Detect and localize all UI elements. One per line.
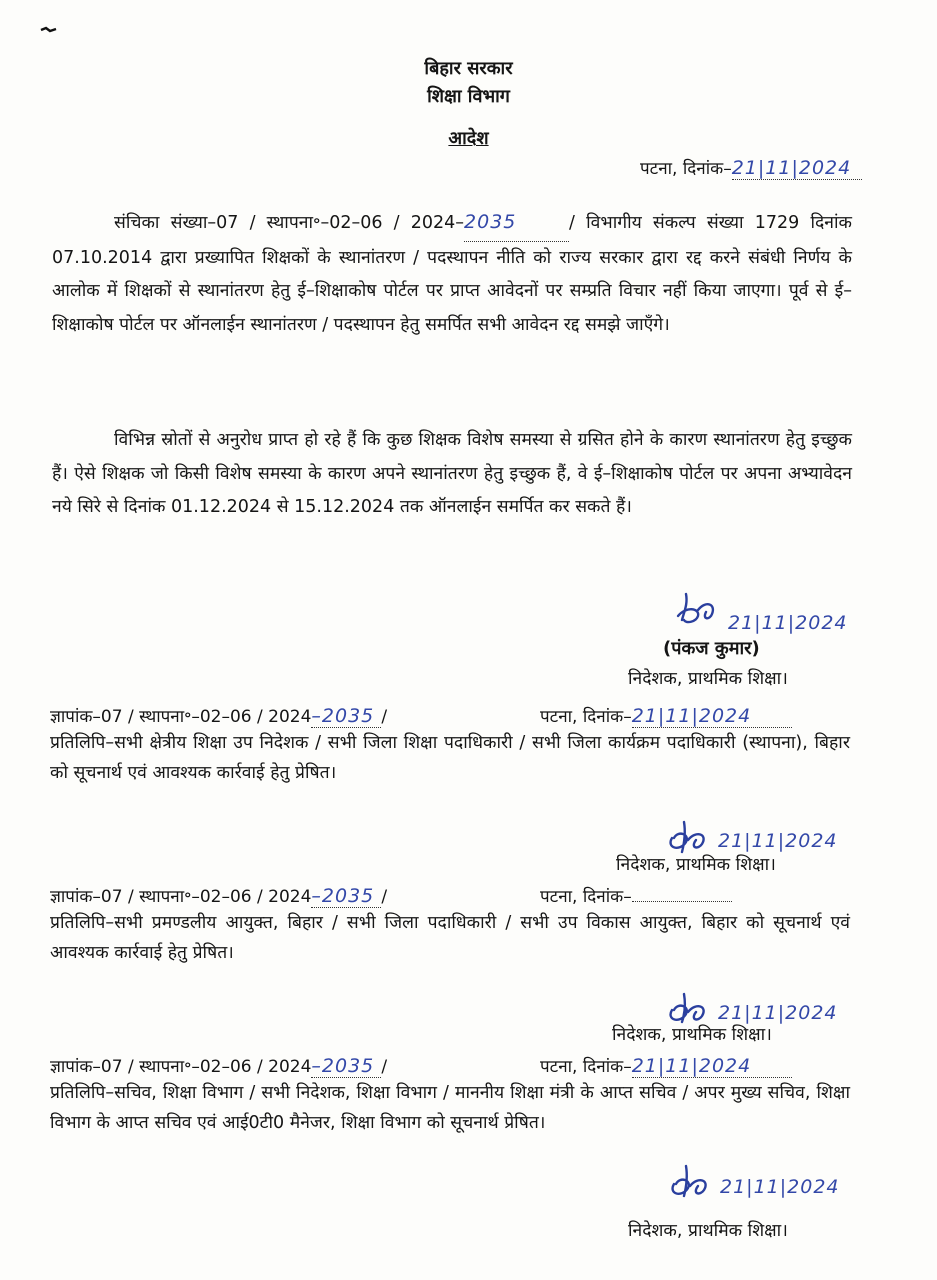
govt-title: बिहार सरकार bbox=[424, 58, 513, 79]
signature-date-handwritten: 21|11|2024 bbox=[728, 612, 848, 634]
signature-icon bbox=[666, 1162, 718, 1200]
signature-icon bbox=[664, 818, 716, 856]
memo-number-handwritten: –2035 bbox=[311, 885, 375, 907]
signatory-name: (पंकज कुमार) bbox=[663, 638, 760, 659]
memo-designation: निदेशक, प्राथमिक शिक्षा। bbox=[616, 855, 776, 875]
scan-speck-icon bbox=[40, 26, 58, 34]
memo-date-handwritten: 21|11|2024 bbox=[631, 1055, 752, 1077]
order-place: पटना, दिनांक– bbox=[640, 159, 732, 179]
memo-date-handwritten: 21|11|2024 bbox=[631, 705, 752, 727]
memo-place-date: पटना, दिनांक–21|11|2024 bbox=[540, 704, 792, 728]
memo-designation: निदेशक, प्राथमिक शिक्षा। bbox=[628, 1221, 788, 1241]
memo-place-date: पटना, दिनांक–21|11|2024 bbox=[540, 1054, 792, 1078]
memo-place-date: पटना, दिनांक– bbox=[540, 884, 732, 907]
file-number-handwritten: 2035 bbox=[464, 211, 517, 233]
memo-text: प्रतिलिपि–सचिव, शिक्षा विभाग / सभी निदेशक, शिक्षा विभाग / माननीय शिक्षा मंत्री के आप्त सचिव / अपर मुख्य सचिव, शिक्षा विभाग के आप्त सचिव एवं आई0टी0 मैनेजर, शिक्षा विभाग को सूचनार्थ प्रेषित। bbox=[50, 1083, 850, 1133]
order-date-handwritten: 21|11|2024 bbox=[731, 157, 852, 179]
memo-text: प्रतिलिपि–सभी प्रमण्डलीय आयुक्त, बिहार / सभी जिला पदाधिकारी / सभी उप विकास आयुक्त, बिहार को सूचनार्थ एवं आवश्यक कार्रवाई हेतु प्रेषित। bbox=[50, 913, 850, 963]
order-paragraph-1: संचिका संख्या–07 / स्थापना॰–02–06 / 2024–2035 / विभागीय संकल्प संख्या 1729 दिनांक 07.10.2014 द्वारा प्रख्यापित शिक्षकों के स्थानांतरण / पदस्थापन नीति को राज्य सरकार द्वारा रद्द करने संबंधी निर्णय के आलोक में शिक्षकों से स्थानांतरण हेतु ई–शिक्षाकोष पोर्टल पर प्राप्त आवेदनों पर सम्प्रति विचार नहीं किया जाएगा। पूर्व से ई–शिक्षाकोष पोर्टल पर ऑनलाईन स्थानांतरण / पदस्थापन हेतु समर्पित सभी आवेदन रद्द समझे जाएँगे। bbox=[52, 206, 852, 342]
department-title: शिक्षा विभाग bbox=[427, 86, 510, 107]
memo-reference: ज्ञापांक–07 / स्थापना॰–02–06 / 2024–2035 / bbox=[50, 885, 388, 907]
memo-2 bbox=[50, 884, 850, 974]
memo-number-handwritten: –2035 bbox=[311, 705, 375, 727]
memo-text: प्रतिलिपि–सभी क्षेत्रीय शिक्षा उप निदेशक / सभी जिला शिक्षा पदाधिकारी / सभी जिला कार्यक्रम पदाधिकारी (स्थापना), बिहार को सूचनार्थ एवं आवश्यक कार्रवाई हेतु प्रेषित। bbox=[50, 733, 850, 783]
order-paragraph-2: विभिन्न स्रोतों से अनुरोध प्राप्त हो रहे हैं कि कुछ शिक्षक विशेष समस्या से ग्रसित होने के कारण स्थानांतरण हेतु इच्छुक हैं। ऐसे शिक्षक जो किसी विशेष समस्या के कारण अपने स्थानांतरण हेतु इच्छुक हैं, वे ई–शिक्षाकोष पोर्टल पर अपना अभ्यावेदन नये सिरे से दिनांक 01.12.2024 से 15.12.2024 तक ऑनलाईन समर्पित कर सकते हैं। bbox=[52, 430, 852, 517]
signature-icon bbox=[676, 590, 726, 630]
signature-date-handwritten: 21|11|2024 bbox=[720, 1176, 840, 1198]
signature-date-handwritten: 21|11|2024 bbox=[718, 1002, 838, 1024]
signatory-designation: निदेशक, प्राथमिक शिक्षा। bbox=[628, 669, 788, 689]
memo-3 bbox=[50, 1054, 850, 1164]
memo-designation: निदेशक, प्राथमिक शिक्षा। bbox=[612, 1025, 772, 1045]
memo-number-handwritten: –2035 bbox=[311, 1055, 375, 1077]
order-heading: आदेश bbox=[448, 128, 489, 149]
signature-date-handwritten: 21|11|2024 bbox=[718, 830, 838, 852]
signature-icon bbox=[664, 990, 716, 1026]
memo-reference: ज्ञापांक–07 / स्थापना॰–02–06 / 2024–2035 / bbox=[50, 705, 388, 727]
order-place-date bbox=[640, 156, 862, 180]
memo-reference: ज्ञापांक–07 / स्थापना॰–02–06 / 2024–2035 / bbox=[50, 1055, 388, 1077]
